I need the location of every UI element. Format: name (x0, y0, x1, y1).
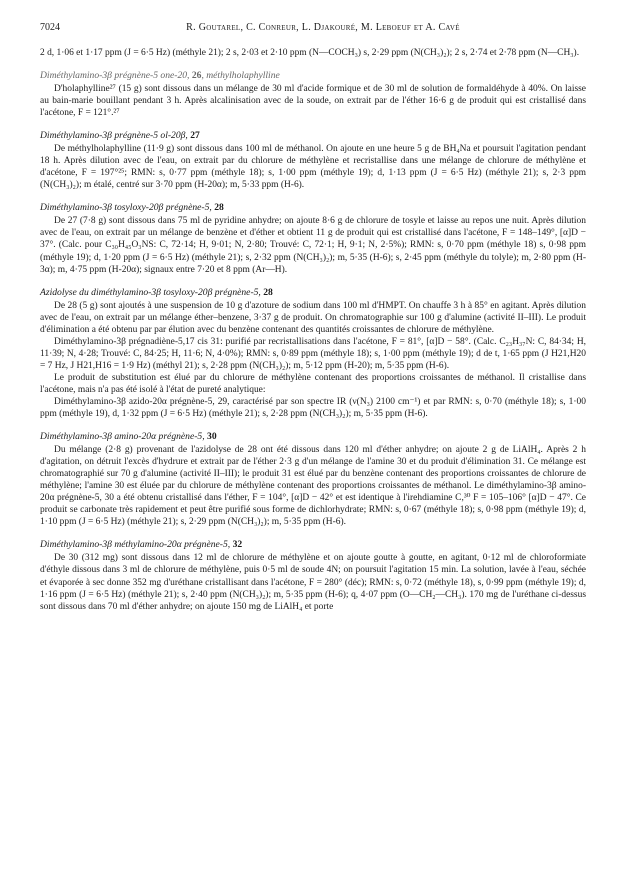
paragraph-31: Diméthylamino-3β prégnadiène-5,17 cis 31: purifié par recristallisations dans l'acétone, F = 81°, [α]D − 58°. (Calc. C₂₃H₃₇N: C, 84·34; H, 11·39; N, 4·28; Trouvé: C, 84·25; H, 11·6; N, 4·0%); RMN: s, 0·89 ppm (méthyle 18); s, 1·00 ppm (méthyle 19); d de t, 1·65 ppm (J H21,H20 = 7 Hz, J H21,H16 = 1·9 Hz) (méthyl 21); s, 2·28 ppm (N(CH₃)₂); m, 5·12 ppm (H-20); m, 5·35 ppm (H-6). (40, 336, 586, 371)
section-title-28: Diméthylamino-3β tosyloxy-20β prégnène-5, 28 (40, 202, 224, 214)
paper-page (40, 22, 586, 613)
paragraph-26: D'holaphylline²⁷ (15 g) sont dissous dans un mélange de 30 ml d'acide formique et de 30 ml de solution de formaldéhyde à 40%. On laisse au bain-marie bouillant pendant 3 h. Après alcalinisation avec de la soude, on extrait par de l'éther 16·6 g de produit qui est cristallisé dans l'acétone, F = 121°.²⁷ (40, 84, 586, 119)
paragraph-substitution: Le produit de substitution est élué par du chlorure de méthylène contenant des proportions croissantes de méthanol. Il cristallise dans l'acétone, mais n'a pas été isolé à l'état de pureté analytique: (40, 372, 586, 395)
paragraph-30: Du mélange (2·8 g) provenant de l'azidolyse de 28 ont été dissous dans 120 ml d'éther anhydre; on ajoute 2 g de LiAlH₄. Après 2 h d'agitation, on détruit l'excès d'hydrure et extrait par de l'éther 2·3 g d'un mélange de l'amine 30 et du produit d'élimination 31. Ce mélange est chromatographié sur 70 g d'alumine (activité II–III); le produit 31 est élué par du benzène contenant des proportions croissantes de chlorure de méthylène; l'amine 30 est éluée par du chlorure de méthylène contenant des proportions croissantes de méthanol. Le diméthylamino-3β amino-20α prégnène-5, 30 a été obtenu cristallisé dans l'éther, F = 104°, [α]D − 42° et est identique à l'irehdiamine C,³⁰ F = 105–106° [α]D − 47°. Ce produit se carbonate très rapidement et peut être purifié sous forme de dichlorhydrate; RMN: s, 0·67 (méthyle 18); s, 0·98 ppm (méthyle 19); d, 1·10 ppm (J = 6·5 Hz) (méthyle 21); s, 2·29 ppm (N(CH₃)₂); m, 5·35 ppm (H-6). (40, 445, 586, 528)
section-title-azidolyse: Azidolyse du diméthylamino-3β tosyloxy-20β prégnène-5, 28 (40, 286, 273, 298)
section-title-26: Diméthylamino-3β prégnène-5 one-20, 26, méthylholaphylline (40, 70, 280, 82)
section-title-30: Diméthylamino-3β amino-20α prégnène-5, 30 (40, 431, 217, 443)
running-authors: R. Goutarel, C. Conreur, L. Djakouré, M. Leboeuf et A. Cavé (186, 22, 460, 33)
paragraph-28: De 27 (7·8 g) sont dissous dans 75 ml de pyridine anhydre; on ajoute 8·6 g de chlorure de tosyle et laisse au repos une nuit. Après dilution avec de l'eau, on extrait par un mélange de benzène et d'éther et obtient 11 g de produit qui est cristallisé dans l'acétone, F = 148–149°, [α]D − 37°. (Calc. pour C₃₀H₄₅O₃NS: C, 72·14; H, 9·01; N, 2·80; Trouvé: C, 72·1; H, 9·1; N, 2·5%); RMN: s, 0·70 ppm (méthyle 18) s, 0·98 ppm (méthyle 19); d, 1·20 ppm (J = 6·5 Hz) (méthyle 21); s, 2·32 ppm (N(CH₃)₂); m, 5·35 (H-6); s, 2·45 ppm (méthyle du tolyle); m, 2·80 ppm (H-3α); m, 4·75 ppm (H-20α); signaux entre 7·20 et 8 ppm (Ar—H). (40, 216, 586, 275)
paragraph-29: Diméthylamino-3β azido-20α prégnène-5, 29, caractérisé par son spectre IR (ν(N₃) 2100 cm⁻¹) et par RMN: s, 0·70 (méthyle 18); s, 1·00 ppm (méthyle 19), d, 1·32 ppm (J = 6·5 Hz) (méthyle 21); s, 2·28 ppm (N(CH₃)₂); m, 5·35 ppm (H-6). (40, 396, 586, 420)
paragraph-32: De 30 (312 mg) sont dissous dans 12 ml de chlorure de méthylène et on ajoute goutte à goutte, en agitant, 0·12 ml de chloroformiate d'éthyle dissous dans 3 ml de chlorure de méthylène, puis 0·5 ml de soude 4N; on poursuit l'agitation 15 min. La solution, lavée à l'eau, séchée et évaporée à sec donne 352 mg d'uréthane cristallisant dans l'acétone, F = 280° (déc); RMN: s, 0·72 (méthyle 18), s, 0·99 ppm (méthyle 19); d, 1·16 ppm (J = 6·5 Hz) (méthyle 21); s, 2·40 ppm (N(CH₃)₂); m, 5·35 ppm (H-6); q, 4·07 ppm (O—CH₂—CH₃). 170 mg de l'uréthane ci-dessus sont dissous dans 70 ml d'éther anhydre; on ajoute 150 mg de LiAlH₄ et porte (40, 553, 586, 612)
section-title-32: Diméthylamino-3β méthylamino-20α prégnène-5, 32 (40, 539, 243, 551)
section-title-27: Diméthylamino-3β prégnène-5 ol-20β, 27 (40, 130, 200, 142)
paragraph-0: 2 d, 1·06 et 1·17 ppm (J = 6·5 Hz) (méthyle 21); 2 s, 2·03 et 2·10 ppm (N—COCH₃) s, 2·29 ppm (N(CH₃)₂); 2 s, 2·74 et 2·78 ppm (N—CH₃). (40, 48, 580, 58)
paragraph-azidolyse: De 28 (5 g) sont ajoutés à une suspension de 10 g d'azoture de sodium dans 100 ml d'HMPT. On chauffe 3 h à 85° en agitant. Après dilution avec de l'eau, on extrait par un mélange éther–benzene, 3·37 g de produit. On chromatographie sur 100 g d'alumine (activité II–III). Le produit d'élimination a été obtenu par par élution avec du benzène contenant des quantités croissantes de chlorure de méthylène. (40, 300, 586, 335)
running-header (40, 22, 586, 33)
paragraph-27: De méthylholaphylline (11·9 g) sont dissous dans 100 ml de méthanol. On ajoute en une heure 5 g de BH₄Na et poursuit l'agitation pendant 18 h. Après dilution avec de l'eau, on extrait par du chlorure de méthylène et recristallise dans une mélange de chlorure de méthylène et d'acétone, F = 197°²⁵; RMN: s, 0·77 ppm (méthyle 18); s, 1·00 ppm (méthyle 19); d, 1·13 ppm (J = 6·5 Hz) (méthyle 21); s, 2·3 ppm (N(CH₃)₂); m étalé, centré sur 3·70 ppm (H-20α); m, 5·33 ppm (H-6). (40, 144, 586, 191)
page-number: 7024 (40, 22, 60, 33)
